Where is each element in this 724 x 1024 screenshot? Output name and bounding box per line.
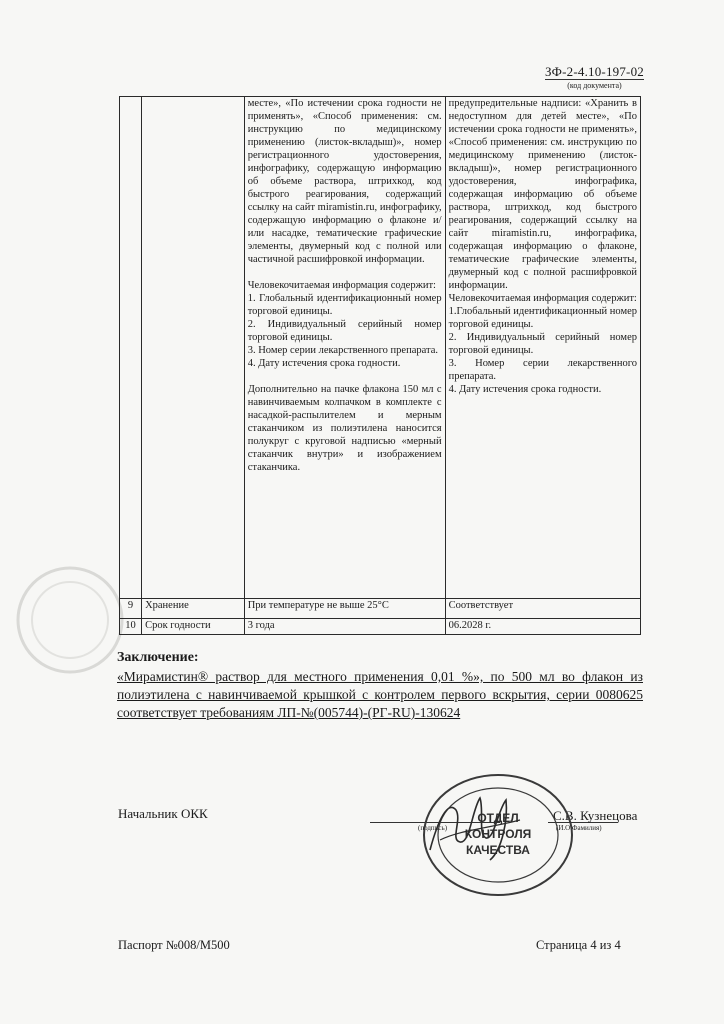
document-code-caption: (код документа) xyxy=(545,79,644,90)
row-number: 9 xyxy=(120,599,142,619)
actual-text: 2. Индивидуальный серийный номер торговой единицы. xyxy=(448,332,637,356)
stamp-text: КОНТРОЛЯ xyxy=(464,827,532,841)
actual-value: Соответствует xyxy=(445,599,640,619)
signature-caption: (подпись) xyxy=(418,824,448,832)
requirement-text: Человекочитаемая информация содержит: xyxy=(247,280,436,291)
row-number-cell xyxy=(120,97,142,599)
table-row xyxy=(120,619,641,635)
requirement-cell xyxy=(244,97,445,599)
signatory-name: С.В. Кузнецова xyxy=(553,808,638,823)
actual-text: 4. Дату истечения срока годности. xyxy=(448,384,602,395)
requirement-text: 4. Дату истечения срока годности. xyxy=(247,358,401,369)
actual-text: предупредительные надписи: «Хранить в недоступном для детей месте», «По истечении срока годности не применять», «Способ применения: см. инструкцию по медицинскому применению (листок-вкладыш)», номер регистрационного удостоверения, инфографика, содержащая информацию об объеме раствора, штрихкод, код быстрого реагирования, содержащий ссылку на сайт miramistin.ru, инфографика, содержащая информацию о флаконе, тематические графические элементы, двумерный код с полной расшифровкой информации. xyxy=(448,98,637,291)
requirement-text: месте», «По истечении срока годности не применять», «Способ применения: см. инструкцию по медицинскому применению (листок-вкладыш)», номер регистрационного удостоверения, инфографику, содержащую информацию об объеме раствора, штрихкод, код быстрого реагирования, содержащий ссылку на сайт miramistin.ru, инфографику, содержащую информацию о флаконе и/или насадке, тематические графические элементы, двумерный код с полной или частичной расшифровкой информации. xyxy=(247,98,442,265)
actual-cell xyxy=(445,97,640,599)
page-number: Страница 4 из 4 xyxy=(536,938,621,952)
actual-text: Человекочитаемая информация содержит: xyxy=(448,293,637,304)
table-row xyxy=(120,599,641,619)
parameter-name: Срок годности xyxy=(142,619,245,635)
parameter-name: Хранение xyxy=(142,599,245,619)
requirement-text: Дополнительно на пачке флакона 150 мл с навинчиваемым колпачком в комплекте с насадкой-распылителем и мерным стаканчиком из полиэтилена наносится полукруг с круговой надписью «мерный стаканчик внутри» и изображением стаканчика. xyxy=(247,384,442,473)
actual-text: 3. Номер серии лекарственного препарата. xyxy=(448,358,637,382)
name-caption: (И.О.Фамилия) xyxy=(556,824,602,832)
table-row xyxy=(120,97,641,599)
handwritten-signature-icon xyxy=(420,780,530,870)
parameter-name-cell xyxy=(142,97,245,599)
conclusion-text: «Мирамистин® раствор для местного применения 0,01 %», по 500 мл во флакон из полиэтилена с навинчиваемой крышкой с контролем первого вскрытия, серии 0080625 соответствует требованиям ЛП-№(005744)-(РГ-RU)-130624 xyxy=(117,669,643,720)
requirement-value: 3 года xyxy=(244,619,445,635)
signatory-role: Начальник ОКК xyxy=(118,806,208,821)
stamp-text: КАЧЕСТВА xyxy=(466,843,530,857)
row-number: 10 xyxy=(120,619,142,635)
document-code: ЗФ-2-4.10-197-02 xyxy=(544,64,644,79)
requirement-value: При температуре не выше 25°С xyxy=(244,599,445,619)
faint-stamp-icon xyxy=(10,560,130,680)
actual-text: 1.Глобальный идентификационный номер торговой единицы. xyxy=(448,306,638,330)
conclusion-title: Заключение: xyxy=(117,650,199,665)
document-code-block xyxy=(545,64,644,90)
requirement-text: 2. Индивидуальный серийный номер торговой единицы. xyxy=(247,319,442,343)
specification-table xyxy=(119,96,641,635)
requirement-text: 3. Номер серии лекарственного препарата. xyxy=(247,345,438,356)
conclusion-block xyxy=(117,650,643,722)
passport-number: Паспорт №008/М500 xyxy=(118,938,230,952)
requirement-text: 1. Глобальный идентификационный номер торговой единицы. xyxy=(247,293,442,317)
actual-value: 06.2028 г. xyxy=(445,619,640,635)
stamp-text: ОТДЕЛ xyxy=(477,811,519,825)
